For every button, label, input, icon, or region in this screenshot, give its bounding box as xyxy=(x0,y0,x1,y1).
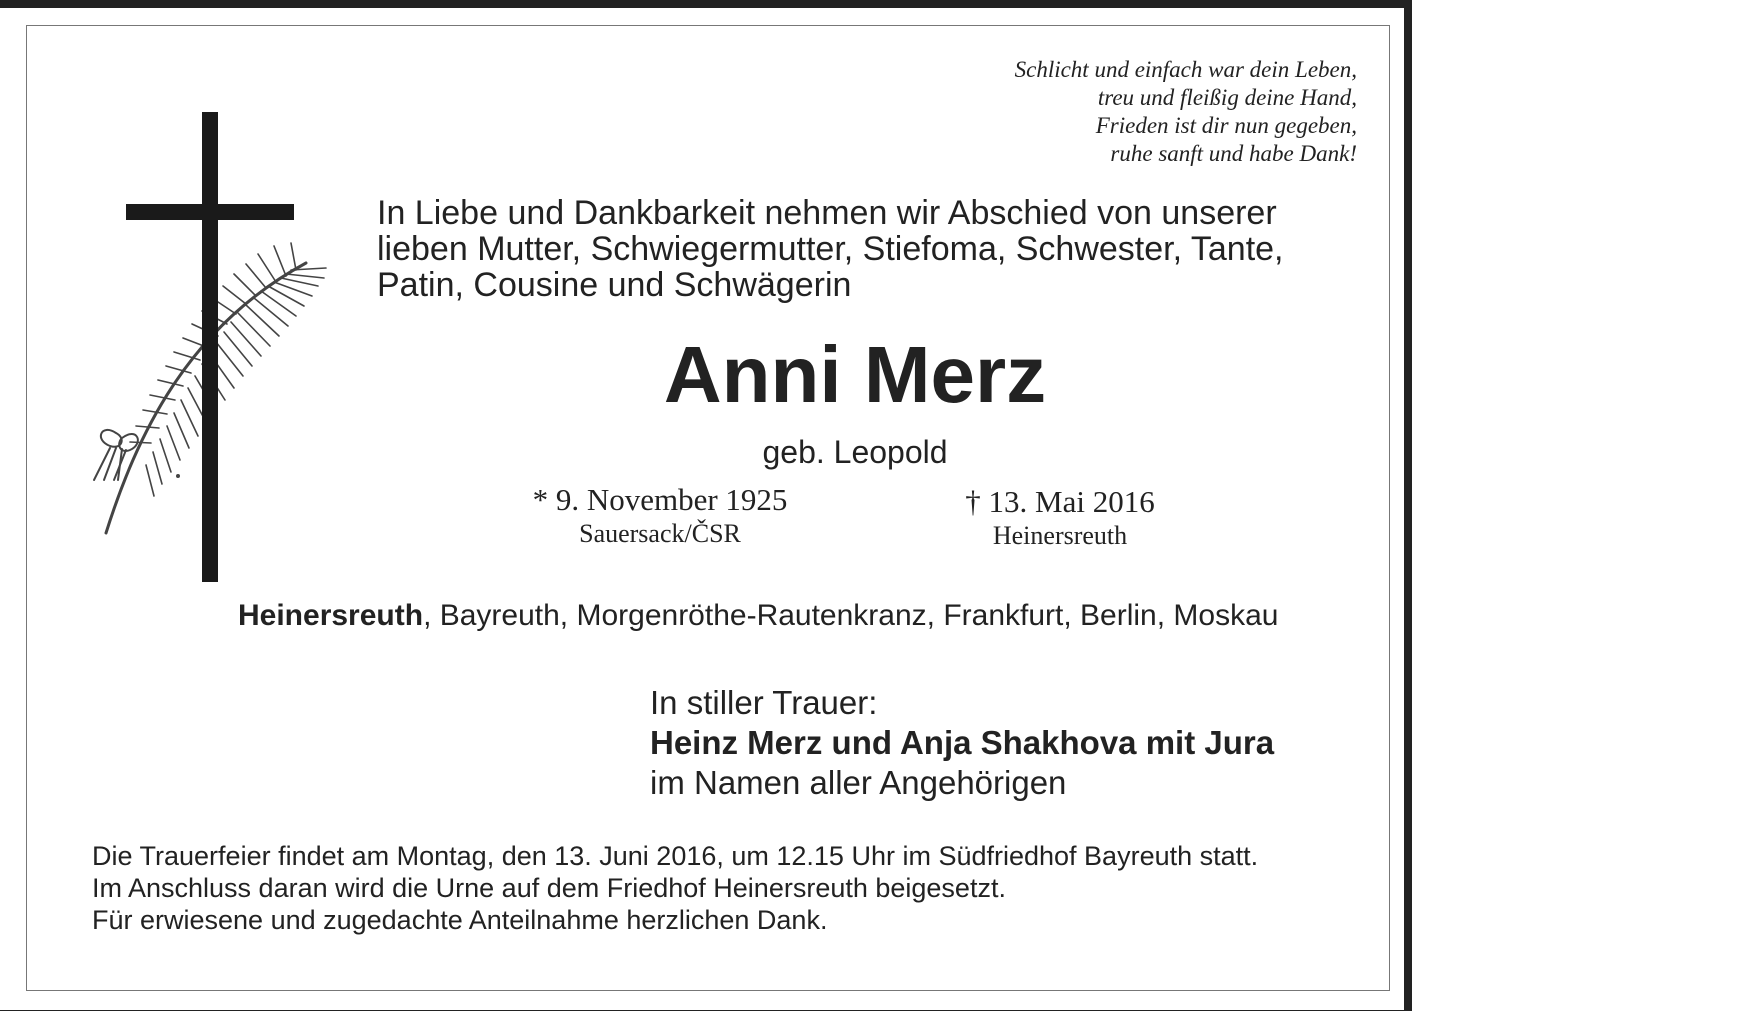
poem-line: Frieden ist dir nun gegeben, xyxy=(1095,113,1357,138)
intro-line: In Liebe und Dankbarkeit nehmen wir Abschied von unserer xyxy=(377,194,1277,232)
intro-line: Patin, Cousine und Schwägerin xyxy=(377,266,852,304)
places-rest: , Bayreuth, Morgenröthe-Rautenkranz, Frankfurt, Berlin, Moskau xyxy=(423,599,1279,632)
mourners-closing: im Namen aller Angehörigen xyxy=(650,764,1067,801)
poem-line: treu und fleißig deine Hand, xyxy=(1097,85,1357,110)
death-date: † 13. Mai 2016 xyxy=(965,484,1155,519)
footer-line: Im Anschluss daran wird die Urne auf dem Friedhof Heinersreuth beigesetzt. xyxy=(92,873,1006,903)
footer-line: Die Trauerfeier findet am Montag, den 13. Juni 2016, um 12.15 Uhr im Südfriedhof Bayreuth statt. xyxy=(92,841,1259,871)
mourners-block xyxy=(650,683,1350,803)
mourners-heading: In stiller Trauer: xyxy=(650,684,878,721)
cross-icon xyxy=(126,112,294,582)
poem-line: ruhe sanft und habe Dank! xyxy=(1110,141,1357,166)
places-first: Heinersreuth xyxy=(238,599,424,632)
intro-line: lieben Mutter, Schwiegermutter, Stiefoma, Schwester, Tante, xyxy=(377,230,1284,268)
intro-text xyxy=(377,195,1337,303)
birth-place: Sauersack/ČSR xyxy=(579,519,741,548)
maiden-name: geb. Leopold xyxy=(762,434,948,470)
footer-line: Für erwiesene und zugedachte Anteilnahme herzlichen Dank. xyxy=(92,905,828,935)
death-info xyxy=(910,484,1210,552)
death-place: Heinersreuth xyxy=(992,521,1128,550)
deceased-name: Anni Merz xyxy=(663,330,1047,419)
birth-date: * 9. November 1925 xyxy=(532,482,788,517)
funeral-details xyxy=(92,840,1392,936)
birth-info xyxy=(510,482,810,550)
mourners-names: Heinz Merz und Anja Shakhova mit Jura xyxy=(650,724,1275,761)
places-line xyxy=(238,598,1368,634)
poem-line: Schlicht und einfach war dein Leben, xyxy=(1014,57,1357,82)
poem xyxy=(797,56,1357,168)
cross-palm-artwork xyxy=(86,108,346,588)
